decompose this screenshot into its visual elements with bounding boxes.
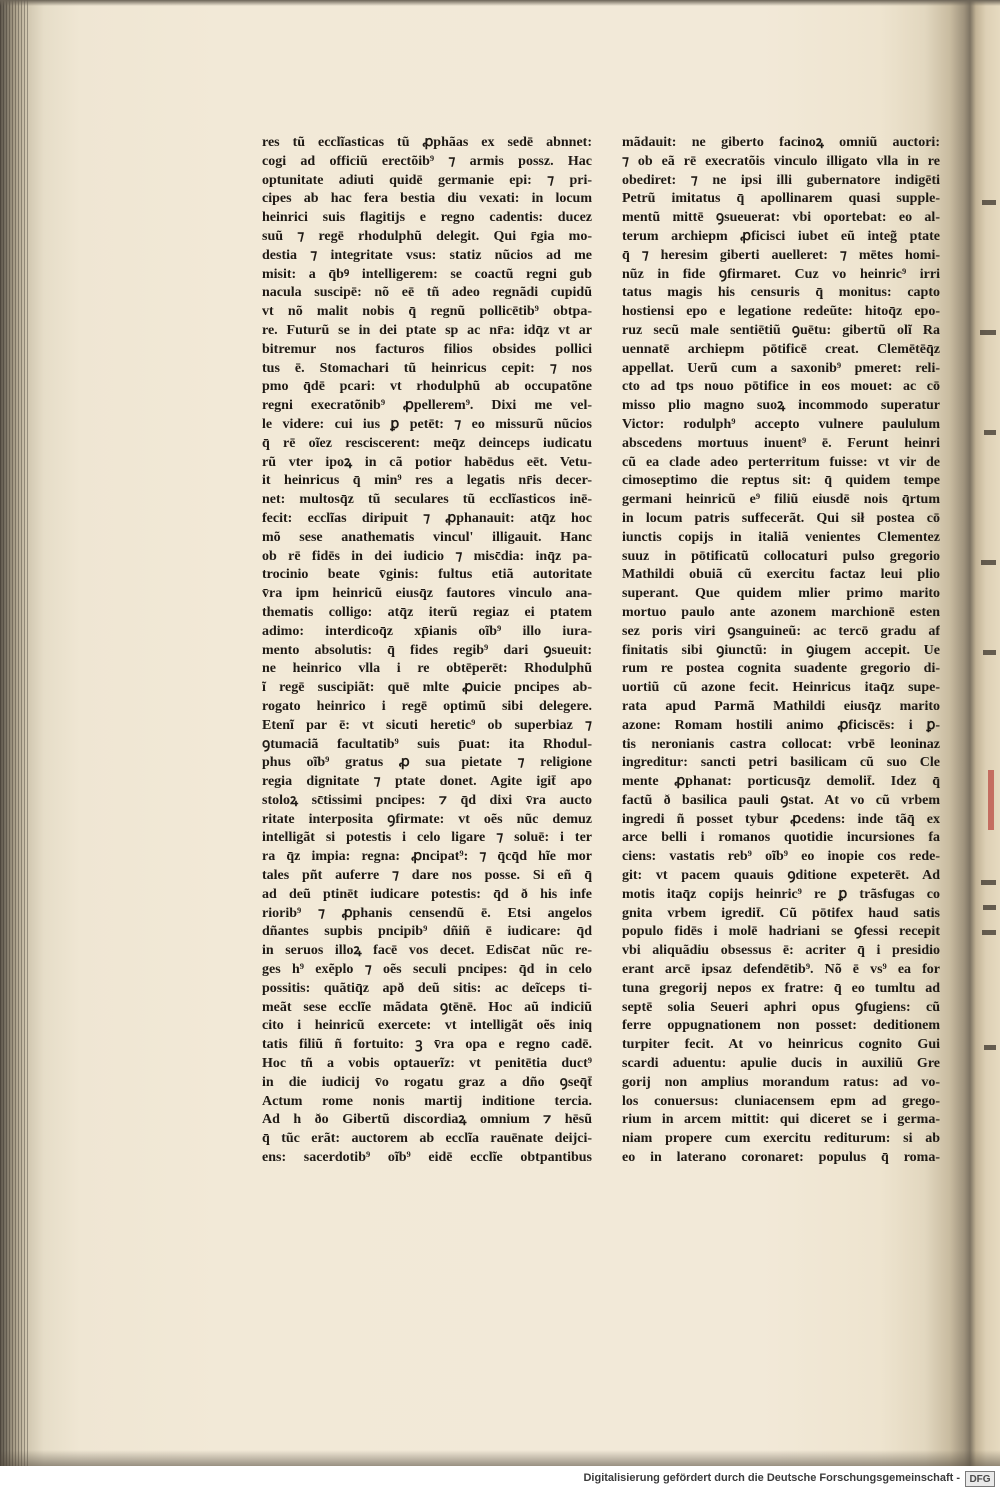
text-line: ꝯtumaciã facultatib⁹ suis p̄uat: ita Rhodul- [262, 736, 592, 752]
text-line: uortiũ cũ azone fecit. Heinricus itaq̄z supe- [622, 680, 940, 696]
text-line: cũ ea clade adeo perterritum fuisse: vt vir de [622, 454, 940, 470]
text-line: q̄ tũc erãt: auctorem ab ecclĩa rauēnate deijci- [262, 1131, 592, 1147]
text-line: terum archiepm ꝓficisci iubet eũ integ̃ ptate [622, 228, 940, 244]
text-line: ferre oppugnationem non posset: deditionem [622, 1018, 940, 1034]
text-line: ciens: vastatis reb⁹ oĩb⁹ eo inopie cos rede- [622, 849, 940, 865]
digitization-footer [0, 1466, 1000, 1494]
text-line: factũ ð basilica pauli ꝯstat. At vo cũ vrbem [622, 792, 940, 808]
text-line: intelligãt si potestis i celo ligare ⁊ soluē: i ter [262, 830, 592, 846]
text-line: los conuersus: cluniacensem epm ad grego- [622, 1093, 940, 1109]
text-line: Petrũ imitatus q̄ apollinarem quasi supple- [622, 191, 940, 207]
text-line: sez poris viri ꝯsanguineũ: ac tercō gradu af [622, 623, 940, 639]
text-line: tus ē. Stomachari tũ heinricus cepit: ⁊ nos [262, 360, 592, 376]
text-line: ingreditur: sancti petri basilicam cũ suo Cle [622, 755, 940, 771]
text-line: mãdauit: ne giberto facinoꝝ omniũ auctori: [622, 135, 940, 150]
page-stack-edge [0, 0, 30, 1466]
text-line: Victor: rodulph⁹ accepto vulnere paululum [622, 416, 940, 432]
text-line: re. Futurũ se in dei ptate sp ac nr̄a: idq̄z vt ar [262, 322, 592, 338]
text-line: gorij non amplius morandum ratus: ad vo- [622, 1074, 940, 1090]
text-line: tales pñt auferre ⁊ dare nos posse. Si eñ q̄ [262, 868, 592, 884]
text-line: cimoseptimo die reptus sit: q̄ quidem tempe [622, 473, 940, 489]
text-line: in locum patris suffecerãt. Qui sił postea cō [622, 510, 940, 526]
text-line: nacula suscipē: nõ eē tñ adeo regnãdi cupidũ [262, 285, 592, 301]
text-line: it heinricus q̄ min⁹ res a legatis nr̄is decer- [262, 473, 592, 489]
text-line: v̄ra ipm heinricũ eiusq̄z fautores vinculo ana- [262, 586, 592, 602]
text-line: obediret: ⁊ ne ipsi illi gubernatore indigēti [622, 172, 940, 188]
text-line: cogi ad officiũ erectõib⁹ ⁊ armis possz. Hac [262, 153, 592, 169]
text-line: q̄ ⁊ heresim giberti auelleret: ⁊ mētes homi- [622, 247, 940, 263]
text-line: arce belli i romanos quotidie incursiones fa [622, 830, 940, 846]
text-line: cipes ab hac fera bestia diu vexati: in locum [262, 191, 592, 207]
text-line: in seruos illoꝝ facē vos decet. Edisc̄at nũc re- [262, 943, 592, 959]
text-line: ens: sacerdotib⁹ oĩb⁹ eidē ecclĩe obtpantibus [262, 1150, 592, 1166]
text-line: erant arcē ipsaz defendētib⁹. Nõ ē vs⁹ ea for [622, 962, 940, 978]
text-line: trocinio beate v̄ginis: fultus etiã autoritate [262, 567, 592, 583]
text-line: abscedens mortuus inuent⁹ ē. Ferunt heinri [622, 435, 940, 451]
text-line: ne heinrico vlla i re obtēperēt: Rhodulphũ [262, 661, 592, 677]
text-line: uennatē archiepm pōtificē creat. Clemētēq̄z [622, 341, 940, 357]
text-line: misit: a q̄bꝰ intelligerem: se coactũ regni gub [262, 266, 592, 282]
text-line: destia ⁊ integritate vsus: statiz nũcios ad me [262, 247, 592, 263]
text-line: niam propere cum exercitu rediturum: si ab [622, 1131, 940, 1147]
text-line: possitis: quãtiq̄z apð deũ sitis: ac deĩceps ti- [262, 980, 592, 996]
dfg-logo: DFG [965, 1471, 995, 1487]
text-line: eo in laterano coronaret: populus q̄ roma- [622, 1150, 940, 1166]
text-line: cto ad tps nouo pōtifice in eos mouet: ac cō [622, 379, 940, 395]
text-line: Actum rome nonis martij inditione tercia. [262, 1093, 592, 1109]
text-line: regni execratõnib⁹ ꝓpellerem⁹. Dixi me vel- [262, 398, 592, 414]
text-line: res tũ ecclĩasticas tũ ꝓphãas ex sedē abnnet: [262, 135, 592, 150]
text-line: Ad h ðo Gibertũ discordiaꝝ omnium ⁊ hēsũ [262, 1112, 592, 1128]
text-line: misso plio magno suoꝝ incommodo superatur [622, 398, 940, 414]
text-line: ad deũ ptinēt iudicare potestis: q̄d ð his infe [262, 886, 592, 902]
text-line: ra q̄z impia: regna: ꝓncipat⁹: ⁊ q̄cq̄d hĩe mor [262, 849, 592, 865]
text-line: vt nõ malit nobis q̄ regnũ pollicētib⁹ obtpa- [262, 304, 592, 320]
text-line: heinrici suis flagitijs e regno cadentis: ducez [262, 210, 592, 226]
text-line: ingredi ñ posset tybur ꝓcedens: inde tãq̄ ex [622, 811, 940, 827]
text-line: appellat. Uerũ cum a saxonib⁹ pmeret: reli- [622, 360, 940, 376]
text-line: Etenĩ par ē: vt sicuti heretic⁹ ob superbiaz ⁊ [262, 717, 592, 733]
text-line: q̄ rē oĩez resciscerent: meq̄z deinceps iudicatu [262, 435, 592, 451]
text-line: tis neronianis castra collocat: vrbē leoninaz [622, 736, 940, 752]
text-line: phus oĩb⁹ gratus ꝓ sua pietate ⁊ religione [262, 755, 592, 771]
text-line: bitremur nos facturos filios obsides pollici [262, 341, 592, 357]
text-line: fecit: ecclĩas diripuit ⁊ ꝓphanauit: atq̄z hoc [262, 510, 592, 526]
text-line: mõ sese anathematis vincul' illigauit. Hanc [262, 529, 592, 545]
text-line: riorib⁹ ⁊ ꝓphanis censendũ ē. Etsi angelos [262, 905, 592, 921]
text-line: pmo q̄dē pcari: vt rhodulphũ ab occupatõne [262, 379, 592, 395]
text-line: optunitate adiuti quidē germanie epi: ⁊ pri- [262, 172, 592, 188]
text-line: stoloꝝ sc̄tissimi pncipes: ⁊ q̄d dixi v̄ra aucto [262, 792, 592, 808]
text-line: gnita vrbem igredit̄. Cũ pōtifex haud satis [622, 905, 940, 921]
text-line: rũ vter ipoꝝ in cã potior habēdus eēt. Vetu- [262, 454, 592, 470]
text-line: regia dignitate ⁊ ptate donet. Agite igit̄ apo [262, 774, 592, 790]
text-line: cito i heinricũ exercete: vt intelligãt oẽs iniq [262, 1018, 592, 1034]
text-line: septē solia Seueri aphri opus ꝯfugiens: cũ [622, 999, 940, 1015]
text-line: vbi aliquãdiu obsessus ē: acriter q̄ i presidio [622, 943, 940, 959]
text-line: adimo: interdicoq̄z xp̄ianis oĩb⁹ illo iura- [262, 623, 592, 639]
text-line: ges h⁹ exẽplo ⁊ oẽs seculi pncipes: q̄d in celo [262, 962, 592, 978]
text-line: motis itaq̄z copijs heinric⁹ re ꝑ trãsfugas co [622, 886, 940, 902]
funding-credit: Digitalisierung gefördert durch die Deutsche Forschungsgemeinschaft - [583, 1472, 960, 1484]
text-line: meãt sese ecclĩe mãdata ꝯtēnē. Hoc aũ indiciũ [262, 999, 592, 1015]
text-line: net: multosq̄z tũ seculares tũ ecclĩasticos inē- [262, 492, 592, 508]
text-line: suũ ⁊ regē rhodulphũ delegit. Qui r̄gia mo- [262, 228, 592, 244]
text-line: ⁊ ob eã rē execratõis vinculo illigato vlla in re [622, 153, 940, 169]
text-line: nũz in fide ꝯfirmaret. Cuz vo heinric⁹ irri [622, 266, 940, 282]
text-line: iunctis copijs in italiã venientes Clementez [622, 529, 940, 545]
text-line: mente ꝓphanat: porticusq̄z demolit̄. Idez q̄ [622, 774, 940, 790]
text-line: mentũ mittē ꝯsueuerat: vbi oportebat: eo al- [622, 210, 940, 226]
bottom-page-edge [0, 1450, 1000, 1466]
text-line: superant. Que quidem mlier primo marito [622, 586, 940, 602]
text-line: tatis filiũ ñ fortuito: ꝫ v̄ra opa e regno cadē. [262, 1037, 592, 1053]
text-line: ĩ regē suscipiãt: quē mlte ꝓuicie pncipes ab- [262, 680, 592, 696]
text-line: rium in arcem mittit: qui diceret se i germa- [622, 1112, 940, 1128]
text-line: ruz secũ male sentiētiũ ꝯuētu: gibertũ olĩ Ra [622, 322, 940, 338]
text-line: populo fidēs i molē hadriani se ꝯfessi recepit [622, 924, 940, 940]
text-line: tuna gregorij nepos ex fratre: q̄ eo tumltu ad [622, 980, 940, 996]
text-line: ritate interposita ꝯfirmate: vt oẽs nũc demuz [262, 811, 592, 827]
text-line: git: vt pacem quauis ꝯditione expeterēt. Ad [622, 868, 940, 884]
text-line: azone: Romam hostili animo ꝓficiscēs: i ꝑ- [622, 717, 940, 733]
text-line: finitatis sibi ꝯiunctũ: in ꝯiugem accepit. Ue [622, 642, 940, 658]
top-page-edge [0, 0, 1000, 6]
text-line: scardi aduentu: apulie ducis in auxiliũ Gre [622, 1056, 940, 1072]
text-line: Mathildi obuiã cũ exercitu factaz leui plio [622, 567, 940, 583]
text-line: germani heinricũ e⁹ filiũ eiusdē nois q̄rtum [622, 492, 940, 508]
text-line: in die iudicij v̄o rogatu graz a dño ꝯseq̄t̄ [262, 1074, 592, 1090]
text-line: Hoc tñ a vobis optauerĩz: vt penitētia duct⁹ [262, 1056, 592, 1072]
text-line: rata apud Parmã Mathildi eiusq̄z marito [622, 698, 940, 714]
text-column-left [262, 134, 592, 1168]
text-line: suuz in pōtificatũ collocaturi pulso gregorio [622, 548, 940, 564]
text-column-right [622, 134, 940, 1168]
text-line: rogato heinrico i regē optimũ sibi delegere. [262, 698, 592, 714]
text-line: hostiensi epo e legatione redeũte: hitoq̄z epo- [622, 304, 940, 320]
text-line: dñantes supbis pncipib⁹ dñiñ ē iudicare: q̄d [262, 924, 592, 940]
text-line: turpiter fecit. At vo heinricus cognito Gui [622, 1037, 940, 1053]
text-line: le videre: cui ius ꝑ petēt: ⁊ eo missurũ nũcios [262, 416, 592, 432]
text-line: mento absolutis: q̄ fides regib⁹ dari ꝯsueuit: [262, 642, 592, 658]
text-line: rum re postea cognita suadente gregorio di- [622, 661, 940, 677]
text-line: mortuo paulo ante azonem marchionē esten [622, 604, 940, 620]
text-line: tatus magis his censuris q̄ monitus: capto [622, 285, 940, 301]
text-line: ob rē fidēs in dei iudicio ⁊ misc̄dia: inq̄z pa- [262, 548, 592, 564]
text-line: thematis colligo: atq̄z iterũ regiaz ei ptatem [262, 604, 592, 620]
